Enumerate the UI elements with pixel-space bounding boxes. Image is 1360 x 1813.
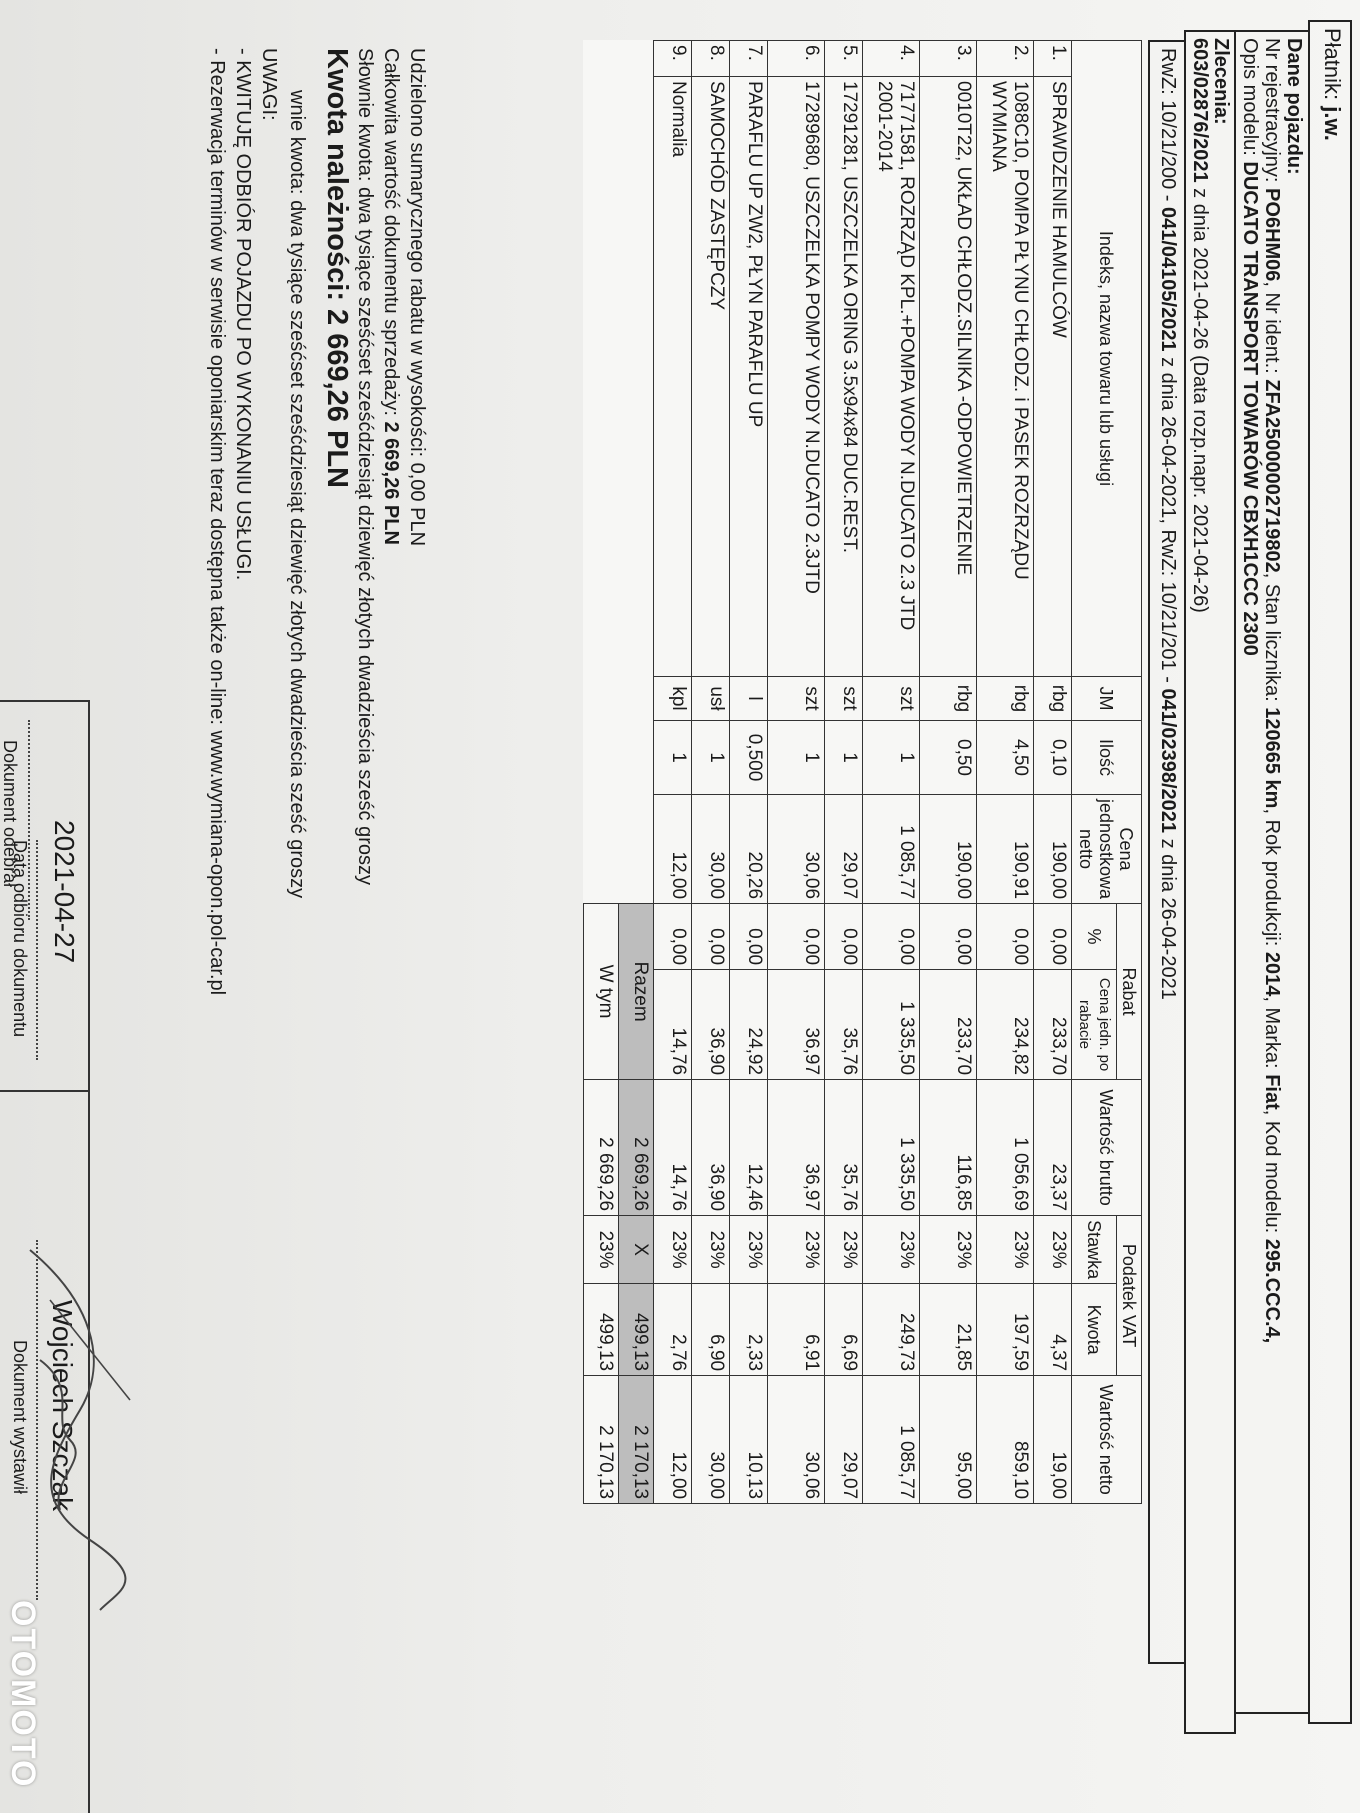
row-name: 17289680, USZCZELKA POMPY WODY N.DUCATO 2.3JTD <box>768 77 825 677</box>
note-1: - KWITUJĘ ODBIÓR POJAZDU PO WYKONANIU USŁUGI. <box>232 48 254 581</box>
row-gross: 23,37 <box>1034 1080 1072 1216</box>
handwritten-signature <box>10 1240 150 1620</box>
row-after: 234,82 <box>977 970 1034 1080</box>
model-desc-label: Opis modelu: <box>1239 38 1261 156</box>
notes-heading: UWAGI: <box>258 48 280 121</box>
row-pct: 0,00 <box>768 904 825 970</box>
note-2: - Rezerwacja terminów w serwisie oponiarskim teraz dostępna także on-line: www.wymiana-opon.pol-car.pl <box>206 48 228 996</box>
row-qty: 1 <box>825 721 863 795</box>
row-rate: 23% <box>825 1216 863 1284</box>
table-row <box>654 41 692 1504</box>
row-rate: 23% <box>692 1216 730 1284</box>
discount-summary: Udzielono sumarycznego rabatu w wysokości: 0,00 PLN <box>406 48 428 547</box>
row-net: 1 085,77 <box>863 1376 920 1504</box>
rwz-part: RwZ: 10/21/200 - <box>1157 48 1179 207</box>
items-table <box>583 40 1142 1504</box>
row-pct: 0,00 <box>1034 904 1072 970</box>
row-name: SAMOCHÓD ZASTĘPCZY <box>692 77 730 677</box>
row-price: 29,07 <box>825 795 863 904</box>
row-net: 29,07 <box>825 1376 863 1504</box>
row-price: 20,26 <box>730 795 768 904</box>
row-qty: 0,10 <box>1034 721 1072 795</box>
row-price: 190,91 <box>977 795 1034 904</box>
row-no: 6. <box>768 41 825 77</box>
row-after: 36,97 <box>768 970 825 1080</box>
row-after: 35,76 <box>825 970 863 1080</box>
amount-due-line <box>321 48 353 488</box>
row-after: 36,90 <box>692 970 730 1080</box>
row-vat: 197,59 <box>977 1284 1034 1376</box>
col-header-vat-rate: Stawka <box>1072 1216 1117 1284</box>
order-date-text: z dnia 2021-04-26 (Data rozp.napr. 2021-04-26) <box>1189 182 1211 613</box>
row-qty: 1 <box>692 721 730 795</box>
total-vat: 499,13 <box>619 1284 654 1376</box>
payer-label: Płatnik: <box>1320 28 1345 101</box>
row-name: 71771581, ROZRZĄD KPL.+POMPA WODY N.DUCATO 2.3 JTD 2001-2014 <box>863 77 920 677</box>
year-label: , Rok produkcji: <box>1261 808 1283 947</box>
col-header-unit: JM <box>1072 677 1142 721</box>
row-rate: 23% <box>920 1216 977 1284</box>
col-header-discount-price: Cena jedn. po rabacie <box>1072 970 1117 1080</box>
col-header-net: Wartość netto <box>1072 1376 1142 1504</box>
incl-row <box>584 41 619 1504</box>
col-header-vat: Podatek VAT <box>1117 1216 1142 1376</box>
row-price: 190,00 <box>1034 795 1072 904</box>
amount-due-value: 2 669,26 PLN <box>321 309 353 488</box>
total-gross: 2 669,26 <box>619 1080 654 1216</box>
rwz-part: z dnia 26-04-2021 <box>1157 833 1179 1000</box>
row-unit: kpl <box>654 677 692 721</box>
row-rate: 23% <box>768 1216 825 1284</box>
amount-words-value: dwa tysiące sześćset sześćdziesiąt dziewięć złotych dwadzieścia sześć groszy <box>286 200 308 899</box>
row-net: 859,10 <box>977 1376 1034 1504</box>
row-gross: 35,76 <box>825 1080 863 1216</box>
vin-value: ZFA25000002719802 <box>1261 379 1283 573</box>
row-no: 9. <box>654 41 692 77</box>
row-qty: 1 <box>863 721 920 795</box>
incl-rate: 23% <box>584 1216 619 1284</box>
row-rate: 23% <box>730 1216 768 1284</box>
receipt-date: 2021-04-27 <box>49 820 80 964</box>
table-row <box>730 41 768 1504</box>
incl-net: 2 170,13 <box>584 1376 619 1504</box>
order-line <box>1188 38 1212 613</box>
row-vat: 21,85 <box>920 1284 977 1376</box>
model-code-value: 295.CCC.4, <box>1261 1238 1283 1344</box>
row-gross: 12,46 <box>730 1080 768 1216</box>
row-no: 4. <box>863 41 920 77</box>
row-unit: l <box>730 677 768 721</box>
row-gross: 116,85 <box>920 1080 977 1216</box>
table-row <box>977 41 1034 1504</box>
row-no: 1. <box>1034 41 1072 77</box>
total-label: Razem <box>619 904 654 1080</box>
row-net: 10,13 <box>730 1376 768 1504</box>
model-code-label: , Kod modelu: <box>1261 1109 1283 1234</box>
row-pct: 0,00 <box>863 904 920 970</box>
row-after: 233,70 <box>1034 970 1072 1080</box>
incl-label: W tym <box>584 904 619 1080</box>
year-value: 2014 <box>1261 951 1283 997</box>
document-total-value: 2 669,26 PLN <box>380 421 402 545</box>
rwz-number: 041/04105/2021 <box>1157 206 1179 352</box>
row-vat: 2,76 <box>654 1284 692 1376</box>
row-vat: 6,91 <box>768 1284 825 1376</box>
col-header-name: Indeks, nazwa towaru lub usługi <box>1072 41 1142 677</box>
col-header-gross: Wartość brutto <box>1072 1080 1142 1216</box>
amount-words-label: wnie kwota: <box>286 90 308 201</box>
odo-value: 120665 km <box>1261 707 1283 809</box>
row-pct: 0,00 <box>730 904 768 970</box>
row-pct: 0,00 <box>692 904 730 970</box>
total-row <box>619 41 654 1504</box>
received-label: Dokument odebrał <box>0 740 20 888</box>
row-unit: rbg <box>920 677 977 721</box>
date-dotline <box>36 840 38 1060</box>
receipt-date-label: Data odbioru dokumentu <box>10 840 30 1038</box>
col-header-unit-price: Cena jednostkowa netto <box>1072 795 1142 904</box>
row-vat: 2,33 <box>730 1284 768 1376</box>
row-net: 95,00 <box>920 1376 977 1504</box>
incl-gross: 2 669,26 <box>584 1080 619 1216</box>
row-no: 8. <box>692 41 730 77</box>
row-pct: 0,00 <box>825 904 863 970</box>
table-row <box>920 41 977 1504</box>
row-name: 0010T22, UKŁAD CHŁODZ.SILNIKA -ODPOWIETRZENIE <box>920 77 977 677</box>
reg-value: PO6HM06 <box>1261 188 1283 282</box>
row-no: 5. <box>825 41 863 77</box>
row-after: 233,70 <box>920 970 977 1080</box>
row-unit: rbg <box>1034 677 1072 721</box>
reg-label: Nr rejestracyjny: <box>1261 38 1283 183</box>
vehicle-box <box>1234 30 1310 1714</box>
row-gross: 14,76 <box>654 1080 692 1216</box>
row-no: 7. <box>730 41 768 77</box>
table-row <box>863 41 920 1504</box>
row-price: 30,00 <box>692 795 730 904</box>
row-after: 24,92 <box>730 970 768 1080</box>
payer-line <box>1320 28 1344 141</box>
row-price: 12,00 <box>654 795 692 904</box>
vehicle-details-line <box>1260 38 1284 1343</box>
issuer-name: Wojciech Szczak <box>47 1300 78 1512</box>
row-no: 3. <box>920 41 977 77</box>
row-price: 190,00 <box>920 795 977 904</box>
orders-heading: Zlecenia: <box>1210 38 1232 125</box>
rwz-box <box>1148 40 1186 1664</box>
row-vat: 249,73 <box>863 1284 920 1376</box>
document-total-label: Całkowita wartość dokumentu sprzedaży: <box>380 48 402 422</box>
row-pct: 0,00 <box>654 904 692 970</box>
row-vat: 6,90 <box>692 1284 730 1376</box>
table-row <box>825 41 863 1504</box>
rwz-number: 041/02398/2021 <box>1157 688 1179 834</box>
vehicle-heading: Dane pojazdu: <box>1283 38 1305 175</box>
row-net: 30,00 <box>692 1376 730 1504</box>
row-no: 2. <box>977 41 1034 77</box>
row-name: PARAFLU UP ZW2, PŁYN PARAFLU UP <box>730 77 768 677</box>
row-unit: szt <box>768 677 825 721</box>
row-vat: 6,69 <box>825 1284 863 1376</box>
payer-value: j.w. <box>1320 106 1345 141</box>
model-desc-value: DUCATO TRANSPORT TOWARÓW CBXH1CCC 2300 <box>1239 161 1261 656</box>
rwz-part: z dnia 26-04-2021, RwZ: 10/21/201 - <box>1157 351 1179 689</box>
row-rate: 23% <box>863 1216 920 1284</box>
row-rate: 23% <box>654 1216 692 1284</box>
make-value: Fiat <box>1261 1074 1283 1110</box>
rwz-line <box>1156 48 1180 1000</box>
make-label: , Marka: <box>1261 996 1283 1069</box>
total-rate: X <box>619 1216 654 1284</box>
order-number: 603/02876/2021 <box>1189 38 1211 183</box>
issued-label: Dokument wystawił <box>10 1340 30 1495</box>
row-gross: 36,90 <box>692 1080 730 1216</box>
amount-in-words-2 <box>284 90 310 898</box>
row-price: 1 085,77 <box>863 795 920 904</box>
row-net: 12,00 <box>654 1376 692 1504</box>
row-vat: 4,37 <box>1034 1284 1072 1376</box>
table-row <box>768 41 825 1504</box>
amount-in-words: Słownie kwota: dwa tysiące sześćset sześćdziesiąt dziewięć złotych dwadzieścia sześć groszy <box>354 48 376 886</box>
col-header-vat-amount: Kwota <box>1072 1284 1117 1376</box>
row-rate: 23% <box>1034 1216 1072 1284</box>
row-rate: 23% <box>977 1216 1034 1284</box>
row-qty: 4,50 <box>977 721 1034 795</box>
row-unit: usł <box>692 677 730 721</box>
row-pct: 0,00 <box>920 904 977 970</box>
payer-box <box>1308 20 1352 1724</box>
row-name: 1088C10, POMPA PŁYNU CHŁODZ. i PASEK ROZRZĄDU WYMIANA <box>977 77 1034 677</box>
vin-label: , Nr ident.: <box>1261 281 1283 374</box>
row-name: 17291281, USZCZELKA ORING 3.5x94x84 DUC.REST. <box>825 77 863 677</box>
divider <box>0 700 90 702</box>
otomoto-watermark: OTOMOTO <box>4 1600 42 1789</box>
orders-box <box>1184 30 1236 1734</box>
document-total-line <box>378 48 404 545</box>
row-gross: 1 335,50 <box>863 1080 920 1216</box>
incl-vat: 499,13 <box>584 1284 619 1376</box>
row-gross: 36,97 <box>768 1080 825 1216</box>
row-qty: 0,500 <box>730 721 768 795</box>
row-net: 30,06 <box>768 1376 825 1504</box>
row-pct: 0,00 <box>977 904 1034 970</box>
row-unit: szt <box>863 677 920 721</box>
row-name: SPRAWDZENIE HAMULCÓW <box>1034 77 1072 677</box>
row-qty: 1 <box>768 721 825 795</box>
amount-due-label: Kwota należności: <box>321 48 353 310</box>
item-rows <box>584 41 1072 1504</box>
row-net: 19,00 <box>1034 1376 1072 1504</box>
table-row <box>1034 41 1072 1504</box>
total-net: 2 170,13 <box>619 1376 654 1504</box>
row-after: 1 335,50 <box>863 970 920 1080</box>
row-gross: 1 056,69 <box>977 1080 1034 1216</box>
divider <box>0 1090 90 1092</box>
odo-label: , Stan licznika: <box>1261 572 1283 702</box>
table-row <box>692 41 730 1504</box>
model-desc-line <box>1238 38 1262 656</box>
row-qty: 1 <box>654 721 692 795</box>
row-after: 14,76 <box>654 970 692 1080</box>
col-header-discount: Rabat <box>1117 904 1142 1080</box>
row-qty: 0,50 <box>920 721 977 795</box>
row-unit: rbg <box>977 677 1034 721</box>
col-header-qty: Ilość <box>1072 721 1142 795</box>
row-name: Normalia <box>654 77 692 677</box>
row-price: 30,06 <box>768 795 825 904</box>
row-unit: szt <box>825 677 863 721</box>
col-header-discount-pct: % <box>1072 904 1117 970</box>
